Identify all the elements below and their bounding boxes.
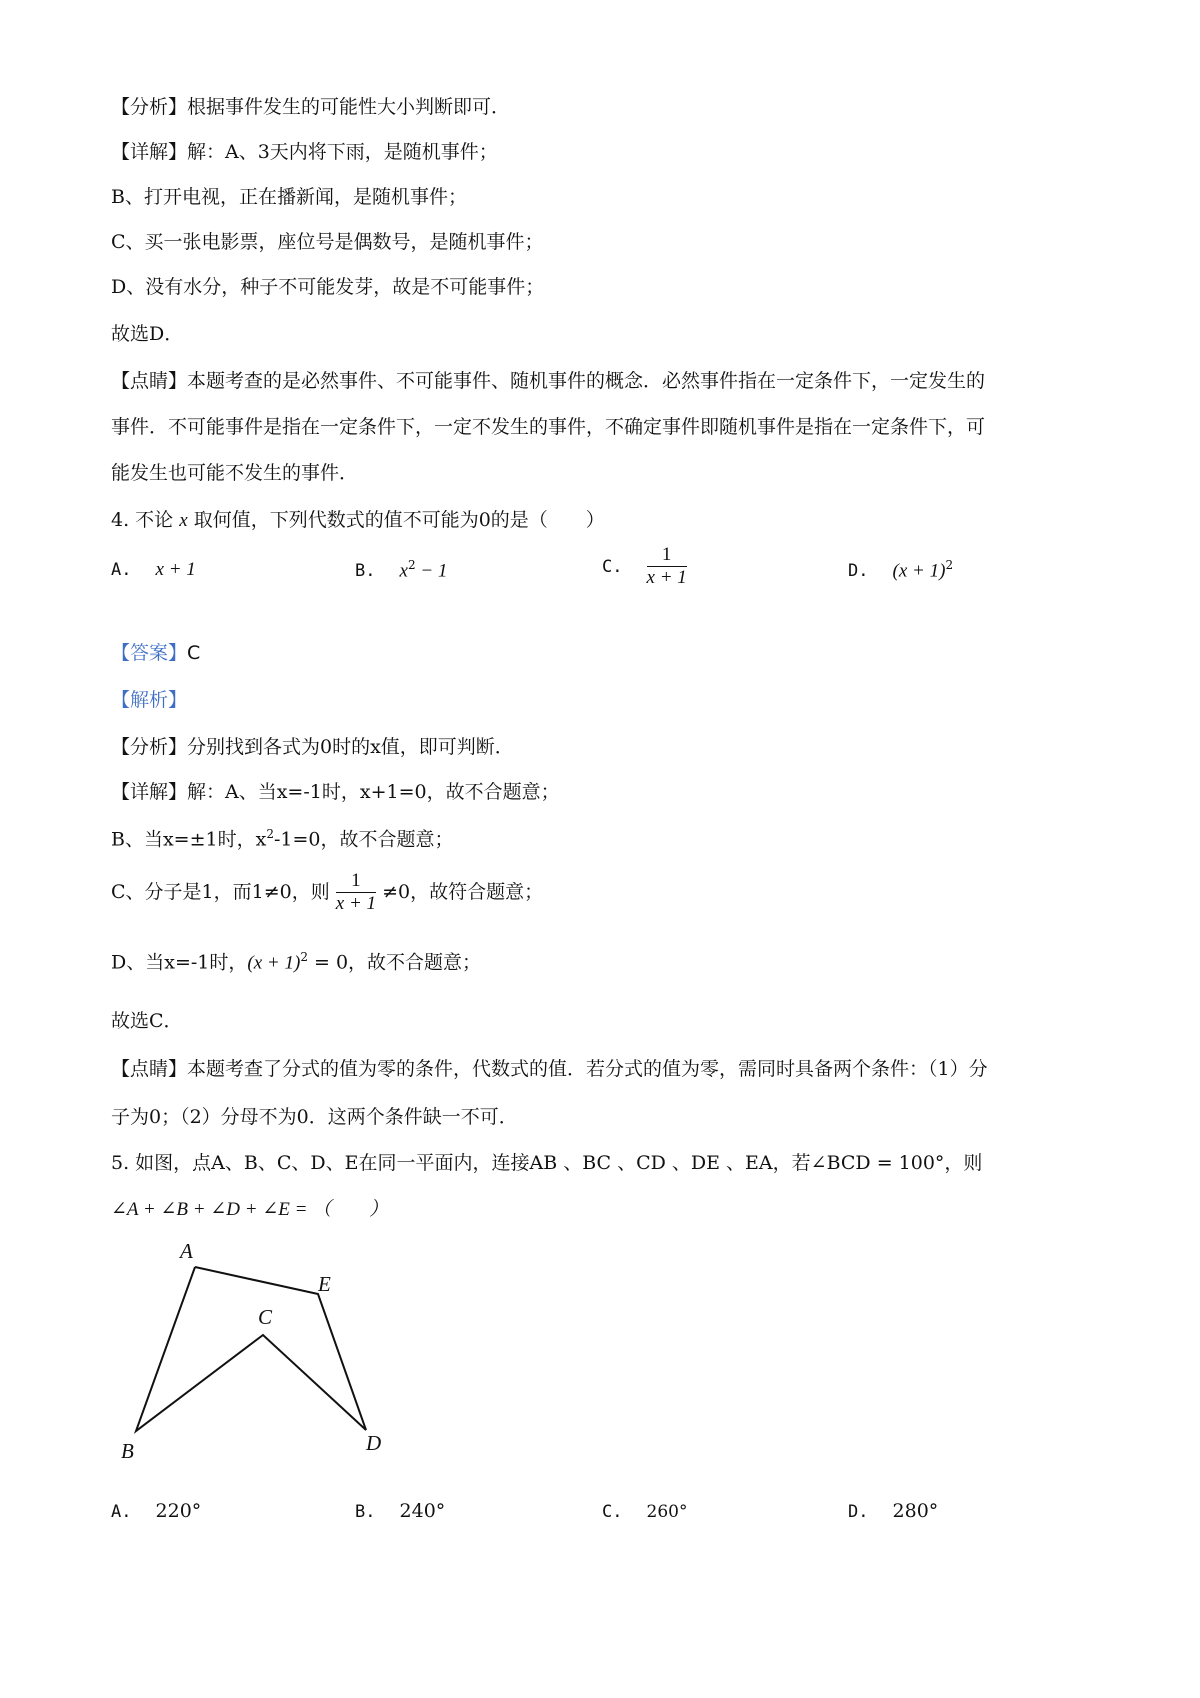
q5-stem-1: 5. 如图，点A、B、C、D、E在同一平面内，连接AB 、BC 、CD 、DE 、EA，若∠BCD = 100°，则 [111, 1152, 983, 1174]
q4-option-d-exp: 2 [945, 558, 954, 572]
q4-parse-tag: 【解析】 [111, 689, 188, 711]
q4-option-a-label: A. [111, 560, 132, 580]
q5-option-c-value: 260° [646, 1502, 688, 1522]
q3-comment-1: 【点睛】本题考查的是必然事件、不可能事件、随机事件的概念．必然事件指在一定条件下，一定发生的 [111, 370, 986, 392]
q5-option-b [355, 1500, 445, 1522]
q3-detail-b: B、打开电视，正在播新闻，是随机事件； [111, 186, 467, 208]
q4-detail-c-pre: C、分子是1，而1≠0，则 [111, 880, 330, 903]
q3-analysis: 【分析】根据事件发生的可能性大小判断即可． [111, 96, 511, 118]
q5-figure-label-c: C [258, 1305, 273, 1329]
q5-option-c-label: C. [602, 1502, 623, 1522]
q5-option-c [602, 1500, 687, 1522]
q4-detail-c-post: ≠0，故符合题意； [382, 880, 544, 903]
q3-detail-c: C、买一张电影票，座位号是偶数号，是随机事件； [111, 231, 544, 253]
q4-stem-var: x [179, 510, 188, 531]
q4-option-b-base: x [399, 560, 408, 582]
q4-detail-b-exp: 2 [266, 827, 274, 841]
q5-stem-2: ∠A + ∠B + ∠D + ∠E = （ ） [111, 1199, 389, 1220]
q4-detail-d-expr: (x + 1) [247, 952, 301, 974]
q4-detail-b-post: -1=0，故不合题意； [273, 828, 454, 851]
q4-analysis: 【分析】分别找到各式为0时的x值，即可判断． [111, 736, 514, 758]
q3-detail-d: D、没有水分，种子不可能发芽，故是不可能事件； [111, 276, 545, 298]
q4-option-c-denominator: x + 1 [646, 566, 687, 588]
q5-figure-polygon [136, 1267, 366, 1431]
q4-option-d-expr: (x + 1) [892, 560, 946, 582]
q4-option-d-label: D. [848, 561, 869, 582]
q3-choose: 故选D． [111, 323, 184, 345]
q4-answer-tag: 【答案】 [111, 642, 188, 664]
q4-detail-c-denominator: x + 1 [335, 892, 377, 914]
q4-stem-post: 取何值，下列代数式的值不可能为0的是（ ） [193, 509, 605, 531]
q5-option-a [111, 1500, 201, 1522]
q5-option-a-label: A. [111, 1502, 132, 1522]
q4-option-b-exp: 2 [407, 558, 416, 572]
q4-comment-1: 【点睛】本题考查了分式的值为零的条件，代数式的值．若分式的值为零，需同时具备两个条件：（1）分 [111, 1058, 988, 1080]
q5-figure-label-e: E [318, 1272, 331, 1296]
q4-option-c-numerator: 1 [647, 544, 687, 567]
q4-option-c-label: C. [602, 556, 623, 577]
q4-detail-d-pre: D、当x=-1时， [111, 951, 248, 974]
q5-option-d [848, 1500, 938, 1522]
q3-detail-a: 【详解】解：A、3天内将下雨，是随机事件； [111, 141, 498, 163]
q4-detail-c-numerator: 1 [336, 870, 376, 893]
q4-detail-b-pre: B、当x=±1时，x [111, 828, 267, 851]
q5-option-b-value: 240° [399, 1500, 446, 1522]
q4-option-b-label: B. [355, 561, 376, 582]
q4-comment-2: 子为0；（2）分母不为0．这两个条件缺一不可． [111, 1106, 518, 1128]
q4-detail-d-post: = 0，故不合题意； [307, 951, 482, 974]
q5-option-d-label: D. [848, 1502, 869, 1522]
q5-figure-label-a: A [180, 1239, 193, 1263]
q5-option-b-label: B. [355, 1502, 376, 1522]
q3-comment-3: 能发生也可能不发生的事件． [111, 462, 359, 484]
q4-detail-d-exp: 2 [300, 950, 308, 964]
q4-option-b-tail: − 1 [415, 560, 448, 582]
q5-option-a-value: 220° [155, 1500, 202, 1522]
q4-answer-value: C [187, 642, 201, 664]
q5-option-d-value: 280° [892, 1500, 939, 1522]
q4-stem-pre: 4. 不论 [111, 509, 174, 531]
q5-figure-label-b: B [121, 1439, 134, 1463]
q4-option-a-expr: x + 1 [155, 559, 196, 580]
q4-choose: 故选C． [111, 1010, 183, 1032]
q5-figure-label-d: D [366, 1431, 382, 1455]
q4-detail-a: 【详解】解：A、当x=-1时，x+1=0，故不合题意； [111, 781, 560, 803]
q3-comment-2: 事件．不可能事件是指在一定条件下，一定不发生的事件，不确定事件即随机事件是指在一定条件下，可 [111, 416, 986, 438]
